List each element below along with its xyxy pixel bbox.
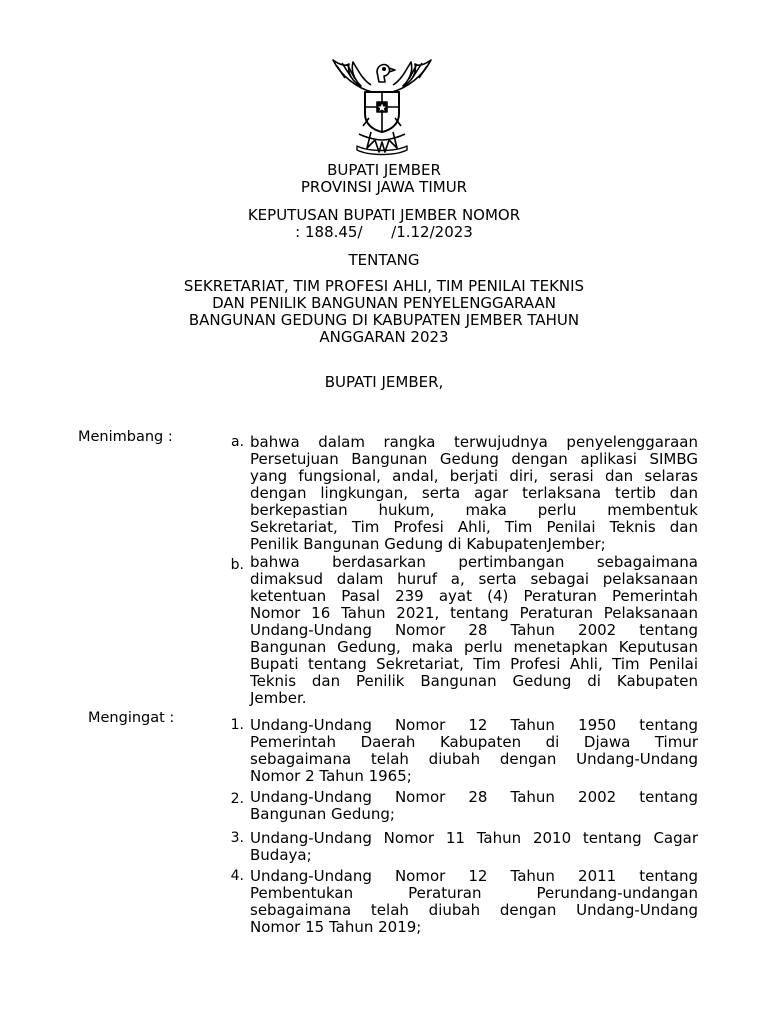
mengingat-4-line: sebagaimana telah diubah dengan Undang-Undang <box>250 901 698 919</box>
item-marker: 1. <box>230 717 244 733</box>
subject-line: DAN PENILIK BANGUNAN PENYELENGGARAAN <box>212 294 556 312</box>
decree-title: KEPUTUSAN BUPATI JEMBER NOMOR <box>247 206 521 224</box>
mengingat-1-line: Pemerintah Daerah Kabupaten di Djawa Timur <box>250 733 698 751</box>
subject-line: BANGUNAN GEDUNG DI KABUPATEN JEMBER TAHUN <box>188 311 580 329</box>
mengingat-3-line: Budaya; <box>250 846 312 864</box>
menimbang-a-line: berkepastian hukum, maka perlu membentuk <box>250 501 698 519</box>
menimbang-a-line: bahwa dalam rangka terwujudnya penyelenggaraan <box>250 433 698 451</box>
menimbang-a-line: Sekretariat, Tim Profesi Ahli, Tim Penilai Teknis dan <box>250 518 698 536</box>
menimbang-b-line: Nomor 16 Tahun 2021, tentang Peraturan Pelaksanaan <box>250 604 698 622</box>
mengingat-2-line: Undang-Undang Nomor 28 Tahun 2002 tentang <box>250 788 698 806</box>
subject-line: SEKRETARIAT, TIM PROFESI AHLI, TIM PENILAI TEKNIS <box>183 277 585 295</box>
header-line-1: BUPATI JEMBER <box>327 161 441 179</box>
tentang-heading: TENTANG <box>348 251 420 269</box>
menimbang-b-line: Undang-Undang Nomor 28 Tahun 2002 tentang <box>250 621 698 639</box>
mengingat-label: Mengingat : <box>88 710 175 726</box>
menimbang-b-line: Bangunan Gedung, maka perlu menetapkan Keputusan <box>250 638 698 656</box>
menimbang-b-line: bahwa berdasarkan pertimbangan sebagaimana <box>250 553 698 571</box>
menimbang-a-line: Persetujuan Bangunan Gedung dengan aplikasi SIMBG <box>250 450 698 468</box>
garuda-emblem <box>327 52 437 162</box>
menimbang-b-line: Bupati tentang Sekretariat, Tim Profesi Ahli, Tim Penilai <box>250 655 698 673</box>
issuer-line: BUPATI JEMBER, <box>324 373 444 391</box>
menimbang-b-line: ketentuan Pasal 239 ayat (4) Peraturan Pemerintah <box>250 587 698 605</box>
menimbang-label: Menimbang : <box>78 429 173 445</box>
mengingat-1-line: Undang-Undang Nomor 12 Tahun 1950 tentang <box>250 716 698 734</box>
item-marker: 3. <box>230 830 244 846</box>
mengingat-2-line: Bangunan Gedung; <box>250 805 395 823</box>
mengingat-4-line: Nomor 15 Tahun 2019; <box>250 918 422 936</box>
subject-line: ANGGARAN 2023 <box>319 328 449 346</box>
menimbang-a-line: dengan lingkungan, serta agar terlaksana tertib dan <box>250 484 698 502</box>
item-marker: 2. <box>230 791 244 807</box>
header-line-2: PROVINSI JAWA TIMUR <box>300 178 468 196</box>
mengingat-1-line: sebagaimana telah diubah dengan Undang-Undang <box>250 750 698 768</box>
item-marker: a. <box>230 434 244 450</box>
mengingat-3-line: Undang-Undang Nomor 11 Tahun 2010 tentang Cagar <box>250 829 698 847</box>
mengingat-4-line: Pembentukan Peraturan Perundang-undangan <box>250 884 698 902</box>
menimbang-a-line: Penilik Bangunan Gedung di KabupatenJember; <box>250 535 606 553</box>
item-marker: b. <box>230 557 244 573</box>
mengingat-4-line: Undang-Undang Nomor 12 Tahun 2011 tentang <box>250 867 698 885</box>
menimbang-a-line: yang fungsional, andal, berjati diri, serasi dan selaras <box>250 467 698 485</box>
item-marker: 4. <box>230 868 244 884</box>
menimbang-b-line: Jember. <box>250 689 307 707</box>
mengingat-1-line: Nomor 2 Tahun 1965; <box>250 767 412 785</box>
menimbang-b-line: Teknis dan Penilik Bangunan Gedung di Kabupaten <box>250 672 698 690</box>
decree-number: : 188.45/ /1.12/2023 <box>295 223 473 241</box>
menimbang-b-line: dimaksud dalam huruf a, serta sebagai pelaksanaan <box>250 570 698 588</box>
